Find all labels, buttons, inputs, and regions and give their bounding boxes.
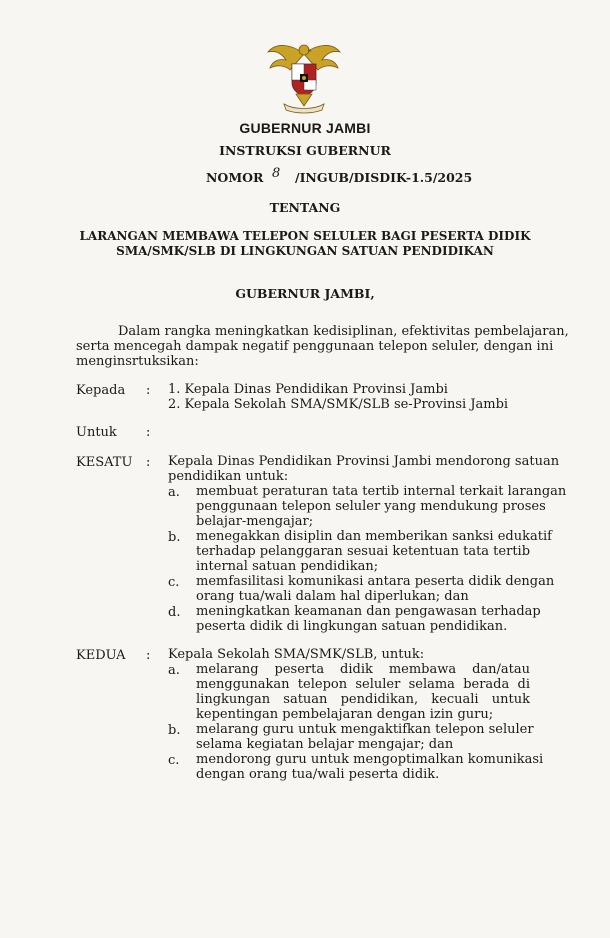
preamble-line-1: Dalam rangka meningkatkan kedisiplinan, efektivitas pembelajaran, xyxy=(118,324,569,339)
kesatu-item-a-line-2: penggunaan telepon seluler yang mendukung proses xyxy=(196,499,546,514)
instruction-heading: INSTRUKSI GUBERNUR xyxy=(219,143,391,158)
kedua-item-a-line-4: kepentingan pembelajaran dengan izin guru; xyxy=(196,707,494,722)
untuk-label: Untuk xyxy=(76,425,117,440)
garuda-emblem-icon xyxy=(262,36,346,116)
preamble-line-2: serta mencegah dampak negatif penggunaan telepon seluler, dengan ini xyxy=(76,339,554,354)
kedua-item-c-line-1: mendorong guru untuk mengoptimalkan komunikasi xyxy=(196,752,544,767)
kesatu-label: KESATU xyxy=(76,455,133,470)
untuk-colon: : xyxy=(146,425,151,440)
kedua-item-b-letter: b. xyxy=(168,723,181,738)
title-line-2: SMA/SMK/SLB DI LINGKUNGAN SATUAN PENDIDIKAN xyxy=(116,244,494,258)
title-line-1: LARANGAN MEMBAWA TELEPON SELULER BAGI PESERTA DIDIK xyxy=(79,229,531,243)
kedua-intro: Kepala Sekolah SMA/SMK/SLB, untuk: xyxy=(168,647,425,662)
kesatu-item-b-letter: b. xyxy=(168,530,181,545)
nomor-handwritten: 8 xyxy=(272,166,281,181)
kesatu-item-d-letter: d. xyxy=(168,605,181,620)
kesatu-item-c-line-2: orang tua/wali dalam hal diperlukan; dan xyxy=(196,589,469,604)
kepada-item-2: 2. Kepala Sekolah SMA/SMK/SLB se-Provinsi Jambi xyxy=(168,397,509,412)
kepada-label: Kepada xyxy=(76,383,126,398)
kesatu-item-d-line-2: peserta didik di lingkungan satuan pendidikan. xyxy=(196,619,508,634)
kedua-item-a-line-1: melarang peserta didik membawa dan/atau xyxy=(196,662,530,677)
kedua-item-a-line-3: lingkungan satuan pendidikan, kecuali untuk xyxy=(196,692,530,707)
tentang-heading: TENTANG xyxy=(269,200,341,215)
kedua-item-a-letter: a. xyxy=(168,663,180,678)
kedua-item-c-letter: c. xyxy=(168,753,180,768)
preamble-line-3: menginsrtuksikan: xyxy=(76,354,199,369)
kesatu-item-c-letter: c. xyxy=(168,575,180,590)
kedua-item-b-line-1: melarang guru untuk mengaktifkan telepon seluler xyxy=(196,722,534,737)
kesatu-item-b-line-3: internal satuan pendidikan; xyxy=(196,559,379,574)
kedua-item-c-line-2: dengan orang tua/wali peserta didik. xyxy=(196,767,440,782)
nomor-code: /INGUB/DISDIK-1.5/2025 xyxy=(295,170,473,185)
kedua-item-a-line-2: menggunakan telepon seluler selama berada di xyxy=(196,677,530,692)
kedua-item-b-line-2: selama kegiatan belajar mengajar; dan xyxy=(196,737,454,752)
kesatu-intro-line-2: pendidikan untuk: xyxy=(168,469,289,484)
issuer-heading: GUBERNUR JAMBI, xyxy=(235,286,375,301)
kesatu-item-c-line-1: memfasilitasi komunikasi antara peserta didik dengan xyxy=(196,574,555,589)
kesatu-item-b-line-1: menegakkan disiplin dan memberikan sanksi edukatif xyxy=(196,529,552,544)
kesatu-colon: : xyxy=(146,455,151,470)
kepada-colon: : xyxy=(146,383,151,398)
kesatu-intro-line-1: Kepala Dinas Pendidikan Provinsi Jambi mendorong satuan xyxy=(168,454,560,469)
kesatu-item-b-line-2: terhadap pelanggaran sesuai ketentuan tata tertib xyxy=(196,544,531,559)
kedua-colon: : xyxy=(146,648,151,663)
kesatu-item-d-line-1: meningkatkan keamanan dan pengawasan terhadap xyxy=(196,604,541,619)
kedua-label: KEDUA xyxy=(76,648,126,663)
governor-heading: GUBERNUR JAMBI xyxy=(239,120,371,136)
kesatu-item-a-line-1: membuat peraturan tata tertib internal terkait larangan xyxy=(196,484,567,499)
kesatu-item-a-letter: a. xyxy=(168,485,180,500)
kesatu-item-a-line-3: belajar-mengajar; xyxy=(196,514,314,529)
kepada-item-1: 1. Kepala Dinas Pendidikan Provinsi Jambi xyxy=(168,382,448,397)
nomor-label: NOMOR xyxy=(206,170,264,185)
